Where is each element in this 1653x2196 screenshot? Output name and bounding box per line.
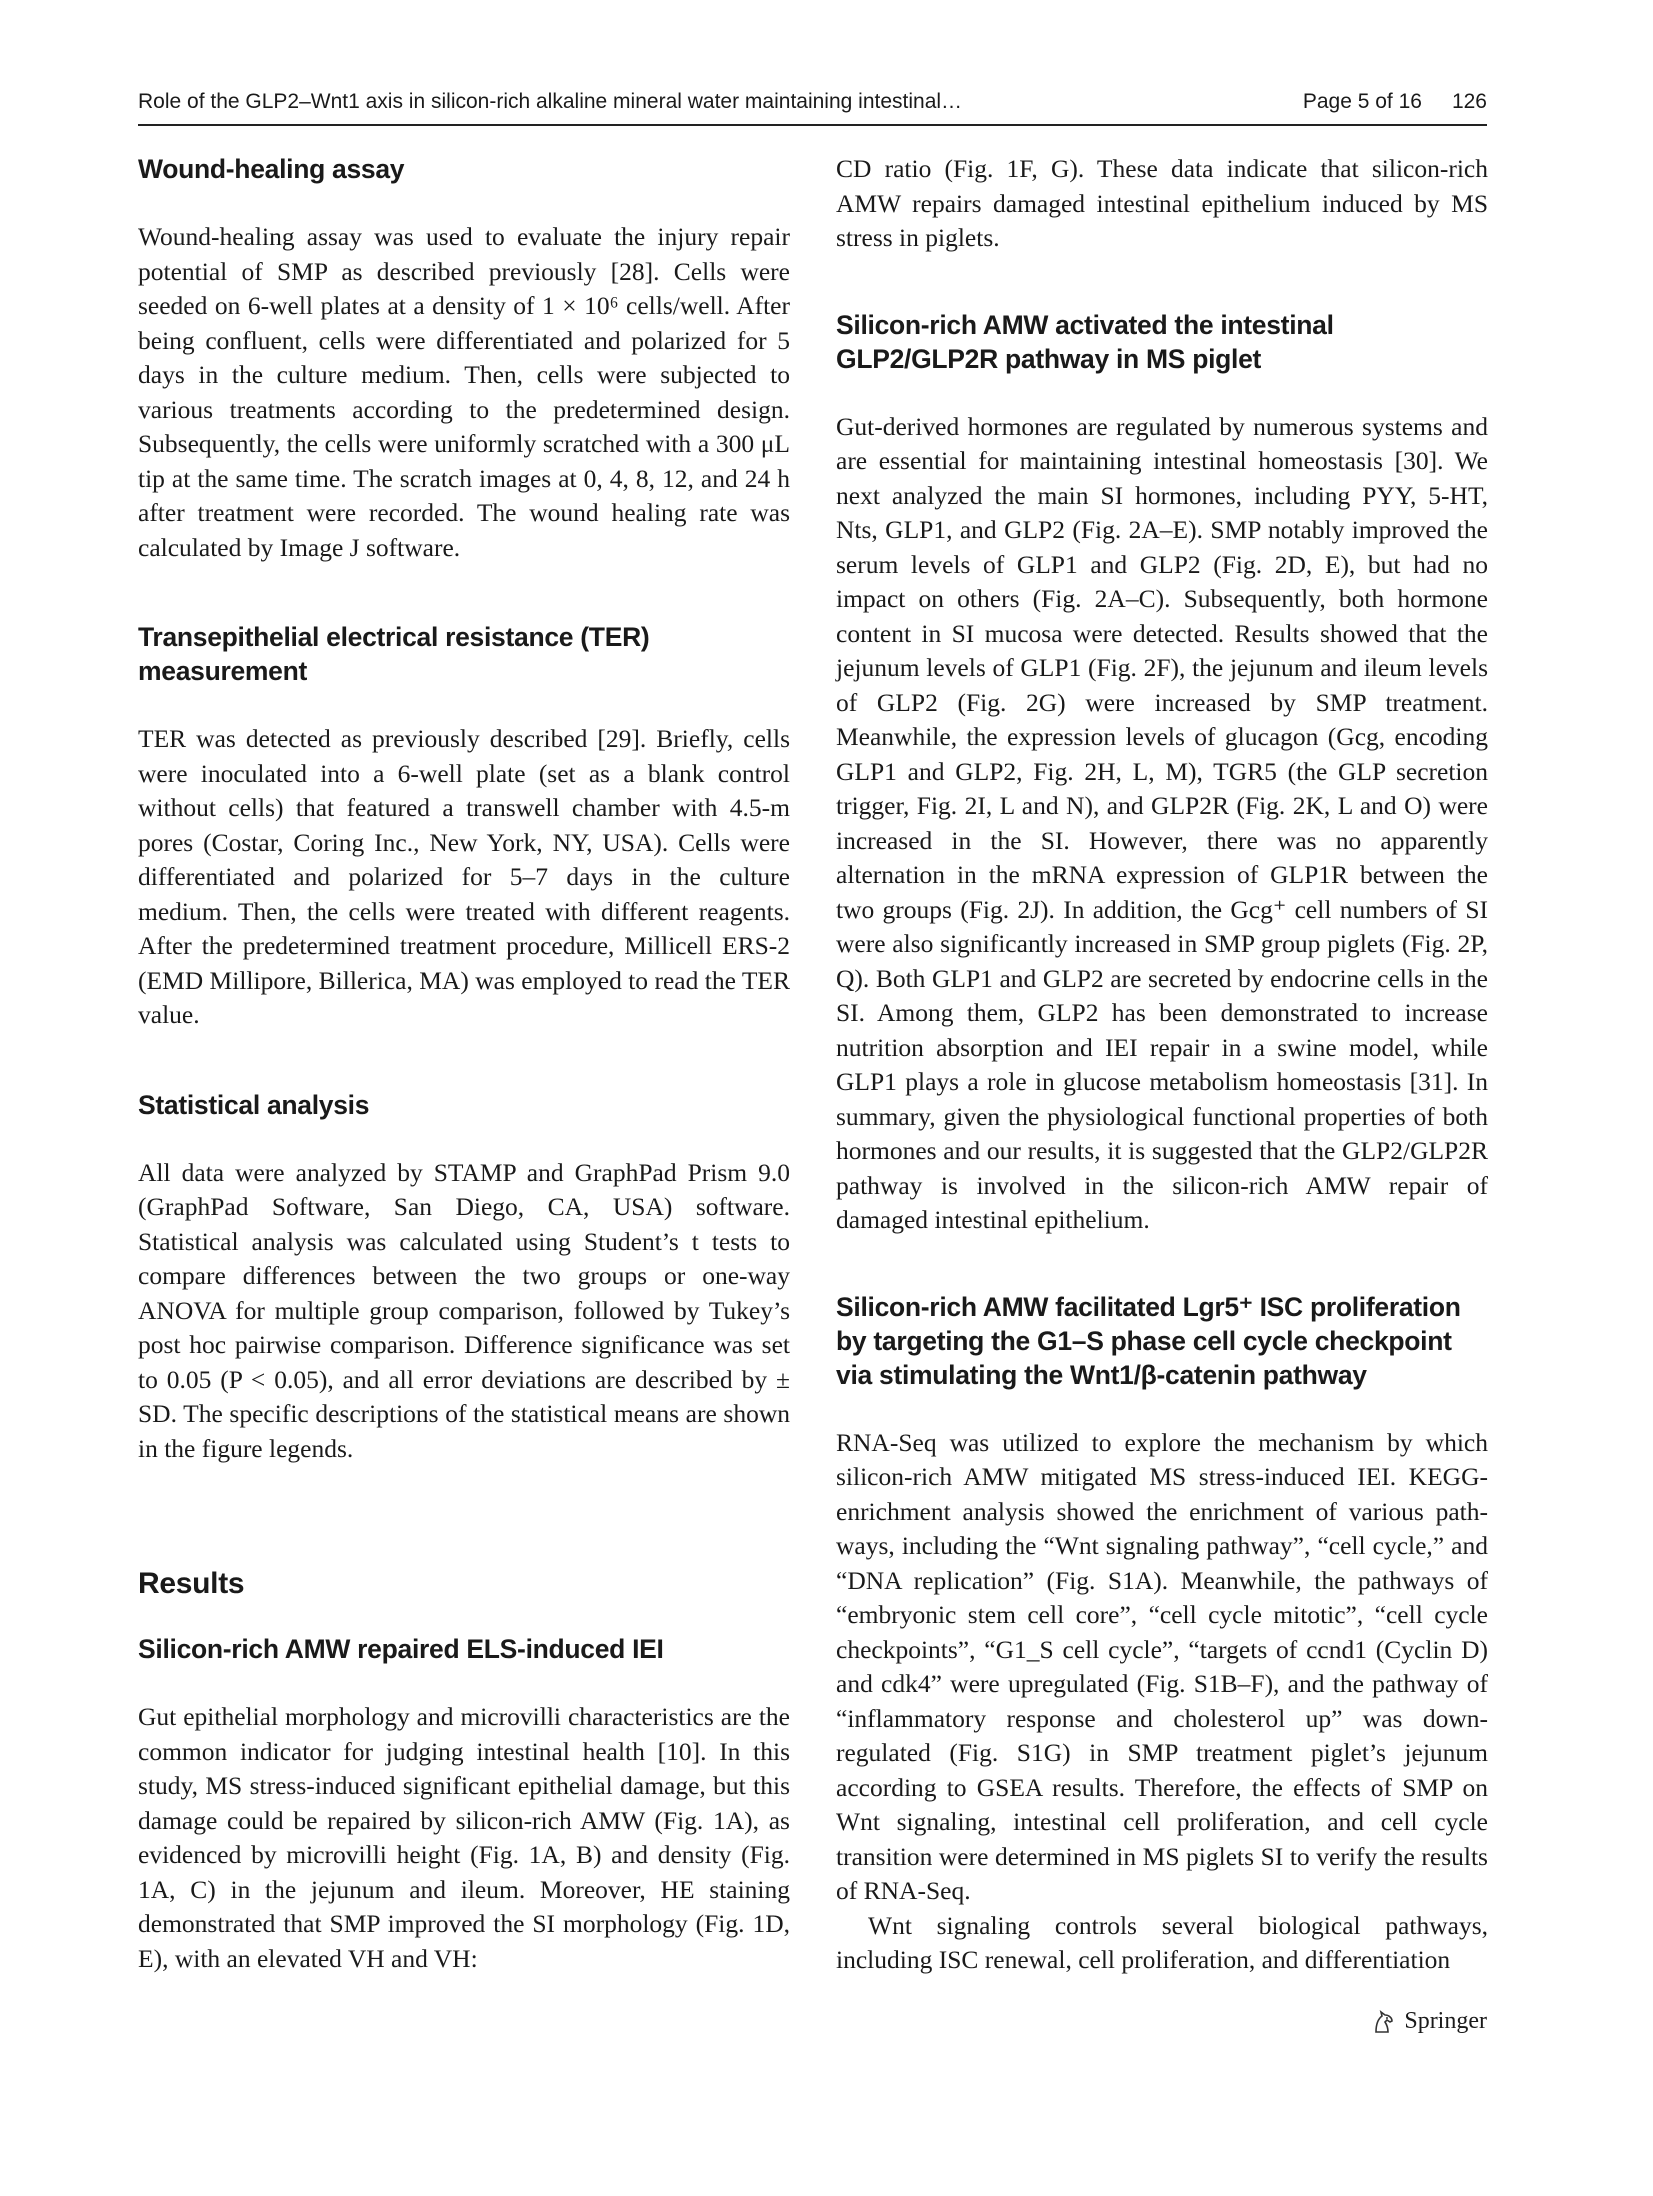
subsection-heading-lgr5: Silicon-rich AMW facilitated Lgr5⁺ ISC proliferation by targeting the G1–S phase cell cycle checkpoint via stimulating the Wnt1/β-catenin pathway xyxy=(836,1291,1461,1390)
results-heading: Results xyxy=(138,1567,245,1600)
publisher-footer xyxy=(1370,2008,1487,2035)
running-header xyxy=(138,84,1487,126)
paragraph-ter: TER was detected as previously described [29]. Briefly, cells were inoculated into a 6-well plate (set as a blank control without cells) that featured a transwell chamber with 4.5-m pores (Costar, Coring Inc., New York, NY, USA). Cells were differentiated and polarized for 5–7 days in the culture medium. Then, the cells were treated with different reagents. After the predetermined treatment procedure, Millicell ERS-2 (EMD Millipore, Billerica, MA) was employed to read the TER value. xyxy=(138,724,790,1029)
section-heading-ter: Transepithelial electrical resistance (TER) measurement xyxy=(138,622,650,686)
running-title: Role of the GLP2–Wnt1 axis in silicon-rich alkaline mineral water maintaining intestinal… xyxy=(138,90,963,113)
section-heading-statistics: Statistical analysis xyxy=(138,1089,370,1120)
paragraph-wound-healing: Wound-healing assay was used to evaluate the injury repair potential of SMP as described previously [28]. Cells were seeded on 6-well plates at a density of 1 × 10⁶ cells/well. After being confluent, cells were differentiated and polarized for 5 days in the culture medium. Then, cells were subjected to various treatments according to the predetermined design. Subsequently, the cells were uniformly scratched with a 300 μL tip at the same time. The scratch images at 0, 4, 8, 12, and 24 h after treatment were recorded. The wound healing rate was calculated by Image J software. xyxy=(138,222,790,562)
article-number: 126 xyxy=(1451,90,1487,113)
page-label: Page 5 of 16 xyxy=(1302,90,1422,113)
paragraph-lgr5-2: Wnt signaling controls several biological pathways, including ISC renewal, cell proliferation, and differentiation xyxy=(836,1910,1488,1974)
paragraph-repair: Gut epithelial morphology and microvilli characteristics are the common indicator for judging intestinal health [10]. In this study, MS stress-induced significant epithelial damage, but this damage could be repaired by silicon-rich AMW (Fig. 1A), as evidenced by microvilli height (Fig. 1A, B) and density (Fig. 1A, C) in the jejunum and ileum. Moreover, HE staining demonstrated that SMP improved the SI morphology (Fig. 1D, E), with an elevated VH and VH: xyxy=(138,1702,790,1973)
left-column xyxy=(138,152,790,1976)
publisher-name: Springer xyxy=(1404,2008,1487,2034)
page-info xyxy=(1303,90,1487,114)
paragraph-continued: CD ratio (Fig. 1F, G). These data indicate that silicon-rich AMW repairs damaged intestinal epithelium induced by MS stress in piglets. xyxy=(836,154,1488,252)
section-heading-wound-healing: Wound-healing assay xyxy=(138,154,405,184)
right-column xyxy=(836,152,1488,1978)
paragraph-glp2: Gut-derived hormones are regulated by numerous systems and are essential for maintaining intestinal homeostasis [30]. We next analyzed the main SI hormones, including PYY, 5-HT, Nts, GLP1, and GLP2 (Fig. 2A–E). SMP notably improved the serum levels of GLP1 and GLP2 (Fig. 2D, E), but had no impact on others (Fig. 2A–C). Subsequently, both hormone content in SI mucosa were detected. Results showed that the jejunum levels of GLP1 (Fig. 2F), the jejunum and ileum levels of GLP2 (Fig. 2G) were increased by SMP treatment. Meanwhile, the expression levels of glucagon (Gcg, encoding GLP1 and GLP2, Fig. 2H, L, M), TGR5 (the GLP secretion trigger, Fig. 2I, L and N), and GLP2R (Fig. 2K, L and O) were increased in the SI. However, there was no apparently alternation in the mRNA expression of GLP1R between the two groups (Fig. 2J). In addition, the Gcg⁺ cell numbers of SI were also significantly increased in SMP group piglets (Fig. 2P, Q). Both GLP1 and GLP2 are secreted by endocrine cells in the SI. Among them, GLP2 has been demonstrated to increase nutrition absorption and IEI repair in a swine model, while GLP1 plays a role in glucose metabolism homeostasis [31]. In summary, given the physiological functional properties of both hormones and our results, it is suggested that the GLP2/GLP2R pathway is involved in the silicon-rich AMW repair of damaged intestinal epithelium. xyxy=(836,411,1488,1234)
paragraph-lgr5-1: RNA-Seq was utilized to explore the mechanism by which silicon-rich AMW mitigated MS stress-induced IEI. KEGG-enrichment analysis showed the enrichment of various pathways, including the “Wnt signaling pathway”, “cell cycle,” and “DNA replication” (Fig. S1A). Meanwhile, the pathways of “embryonic stem cell core”, “cell cycle mitotic”, “cell cycle checkpoints”, “G1_S cell cycle”, “targets of ccnd1 (Cyclin D) and cdk4” were upregulated (Fig. S1B–F), and the pathway of “inflammatory response and cholesterol up” was down-regulated (Fig. S1G) in SMP treatment piglet’s jejunum according to GSEA results. Therefore, the effects of SMP on Wnt signaling, intestinal cell proliferation, and cell cycle transition were determined in MS piglets SI to verify the results of RNA-Seq. xyxy=(836,1427,1488,1905)
subsection-heading-glp2: Silicon-rich AMW activated the intestinal GLP2/GLP2R pathway in MS piglet xyxy=(836,309,1334,374)
subsection-heading-repair: Silicon-rich AMW repaired ELS-induced IEI xyxy=(138,1634,664,1664)
paragraph-statistics: All data were analyzed by STAMP and GraphPad Prism 9.0 (GraphPad Software, San Diego, CA, USA) software. Statistical analysis was calculated using Student’s t tests to compare differences between the two groups or one-way ANOVA for multiple group comparison, followed by Tukey’s post hoc pairwise comparison. Difference significance was set to 0.05 (P < 0.05), and all error deviations are described by ± SD. The specific descriptions of the statistical means are shown in the figure legends. xyxy=(138,1157,790,1463)
springer-horse-icon xyxy=(1370,2009,1396,2035)
